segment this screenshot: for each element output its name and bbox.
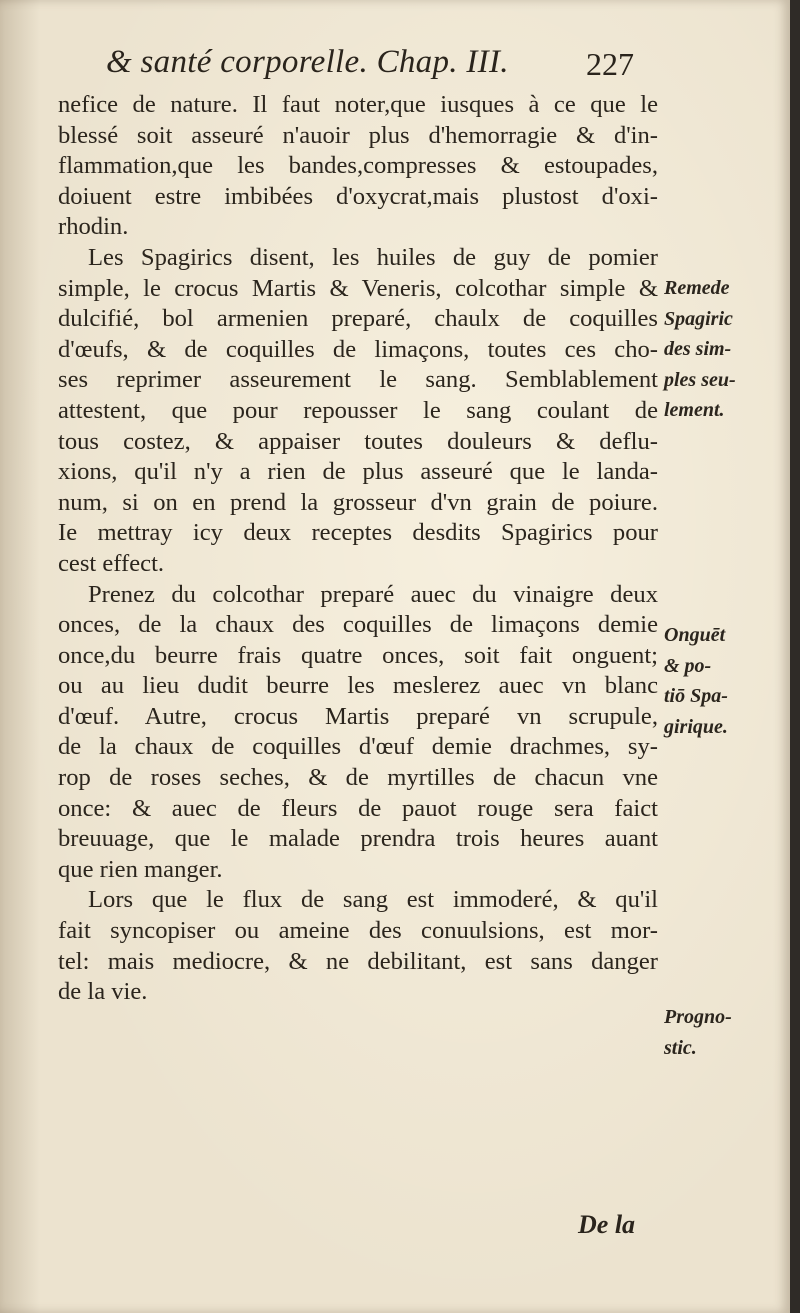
text-line: d'œuf. Autre, crocus Martis preparé vn scrupule, [58,702,658,730]
margin-note-line: ples seu- [664,368,736,391]
text-line: breuuage, que le malade prendra trois heures auant [58,825,658,853]
text-line: tel: mais mediocre, & ne debilitant, est sans danger [58,947,658,975]
body-text [58,90,658,1008]
text-line: blessé soit asseuré n'auoir plus d'hemorragie & d'in- [58,121,658,149]
text-line: dulcifié, bol armenien preparé, chaulx de coquilles [58,305,658,333]
text-line: de la chaux de coquilles d'œuf demie drachmes, sy- [58,733,658,761]
page-number: 227 [586,46,634,82]
margin-note-line: girique. [664,715,728,738]
margin-note-onguent [664,620,784,742]
margin-note-line: des sim- [664,338,732,361]
text-line: doiuent estre imbibées d'oxycrat,mais plustost d'oxi- [58,182,658,210]
text-line: ou au lieu dudit beurre les meslerez auec vn blanc [58,672,658,700]
text-line: onces, de la chaux des coquilles de limaçons demie [58,611,658,639]
page-edge [790,0,800,1313]
margin-note-remede [664,273,784,426]
margin-note-line: lement. [664,399,725,422]
margin-note-line: Remede [664,277,730,299]
margin-note-line: Onguēt [664,624,726,646]
text-line: attestent, que pour repousser le sang coulant de [58,396,658,424]
margin-note-line: Progno- [664,1006,732,1028]
text-line: rhodin. [58,213,129,241]
paragraph-2 [58,243,658,580]
paragraph-1 [58,90,658,243]
text-line: d'œufs, & de coquilles de limaçons, toutes ces cho- [58,335,658,363]
text-line: cest effect. [58,549,165,577]
text-line: Prenez du colcothar preparé auec du vinaigre deux [88,580,658,608]
text-line: Les Spagirics disent, les huiles de guy de pomier [88,243,658,271]
text-line: nefice de nature. Il faut noter,que iusques à ce que le [58,91,658,118]
text-line: flammation,que les bandes,compresses & estoupades, [58,152,658,180]
text-line: once: & auec de fleurs de pauot rouge sera faict [58,794,658,822]
text-line: Ie mettray icy deux receptes desdits Spagirics pour [58,519,658,547]
text-line: tous costez, & appaiser toutes douleurs & deflu- [58,427,658,455]
margin-note-line: & po- [664,654,712,677]
text-line: Lors que le flux de sang est immoderé, & qu'il [88,886,658,914]
text-line: xions, qu'il n'y a rien de plus asseuré que le landa- [58,458,658,486]
text-line: que rien manger. [58,855,223,883]
text-line: num, si on en prend la grosseur d'vn grain de poiure. [58,488,658,516]
margin-note-prognostic [664,1002,784,1063]
paragraph-4 [58,885,658,1007]
paragraph-3 [58,580,658,886]
text-line: de la vie. [58,978,148,1006]
text-line: ses reprimer asseurement le sang. Semblablement [58,366,658,394]
text-line: fait syncopiser ou ameine des conuulsions, est mor- [58,917,658,945]
text-line: simple, le crocus Martis & Veneris, colcothar simple & [58,274,658,302]
margin-note-line: stic. [664,1036,697,1059]
margin-note-line: tiō Spa- [664,685,728,708]
catchword: De la [578,1210,636,1239]
text-line: rop de roses seches, & de myrtilles de chacun vne [58,764,658,792]
page-header [0,40,790,90]
running-title: & santé corporelle. Chap. III. [106,44,509,80]
text-line: once,du beurre frais quatre onces, soit fait onguent; [58,641,658,669]
margin-note-line: Spagiric [664,307,733,330]
